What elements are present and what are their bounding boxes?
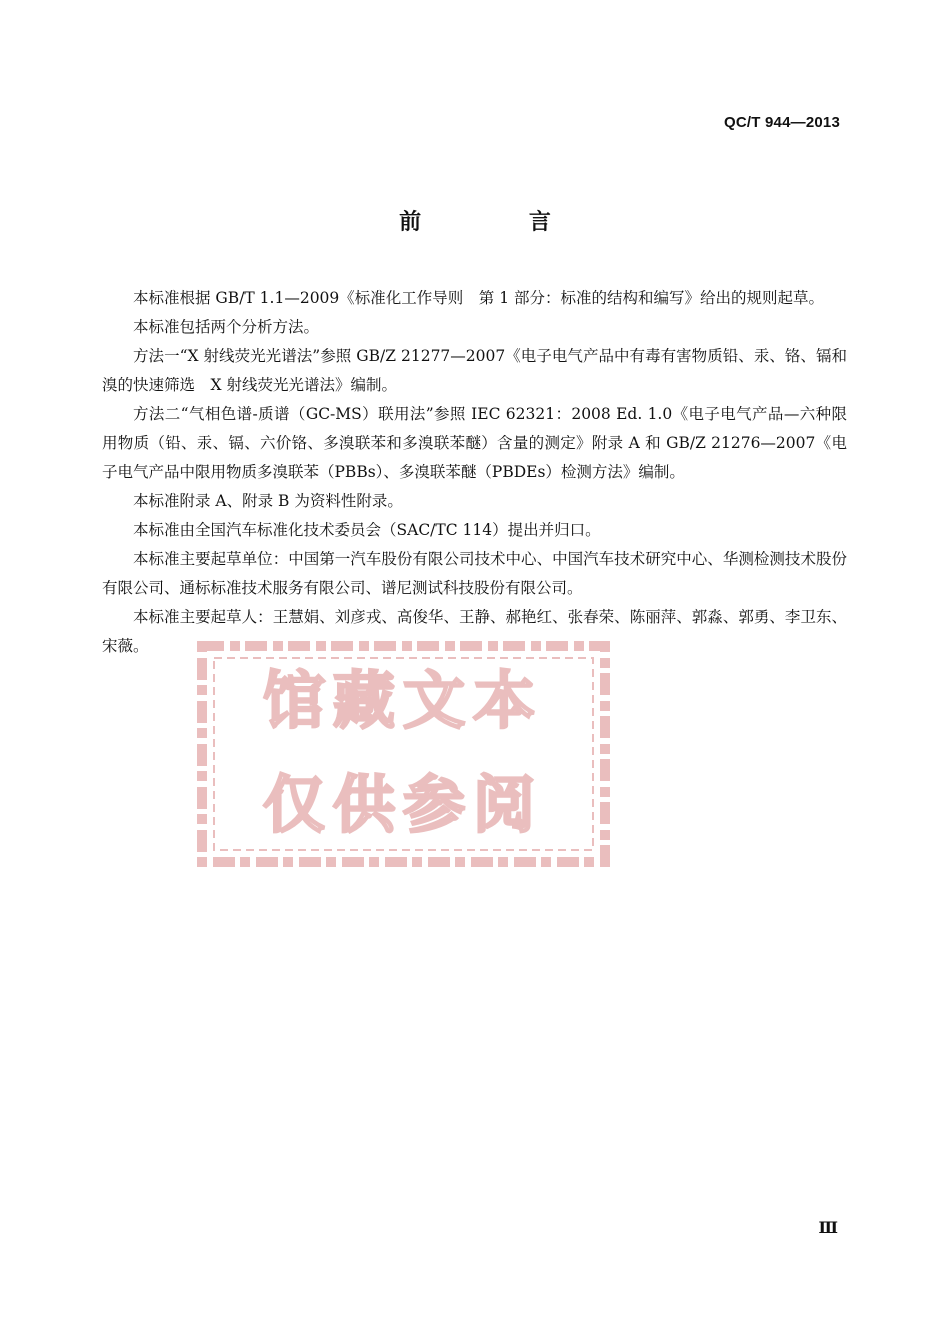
paragraph-drafting-units: 本标准主要起草单位：中国第一汽车股份有限公司技术中心、中国汽车技术研究中心、华测检测技术股份有限公司、通标标准技术服务有限公司、谱尼测试科技股份有限公司。 <box>102 550 847 597</box>
watermark-line-2: 仅供参阅 <box>262 768 544 841</box>
page-number: Ⅲ <box>818 1218 838 1237</box>
paragraph-methods-intro: 本标准包括两个分析方法。 <box>133 318 320 336</box>
paragraph-proposer: 本标准由全国汽车标准化技术委员会（SAC/TC 114）提出并归口。 <box>133 521 601 539</box>
archive-watermark-stamp <box>196 640 611 868</box>
page-title: 前 言 <box>399 210 601 235</box>
standard-code: QC/T 944—2013 <box>724 114 840 131</box>
watermark-line-1: 馆藏文本 <box>262 664 544 737</box>
paragraph-drafting-rules: 本标准根据 GB/T 1.1—2009《标准化工作导则 第 1 部分：标准的结构和编写》给出的规则起草。 <box>133 289 825 307</box>
paragraph-appendices: 本标准附录 A、附录 B 为资料性附录。 <box>133 492 403 510</box>
foreword-body <box>102 284 847 661</box>
paragraph-method-one: 方法一“X 射线荧光光谱法”参照 GB/Z 21277—2007《电子电气产品中有毒有害物质铅、汞、铬、镉和溴的快速筛选 X 射线荧光光谱法》编制。 <box>102 347 847 394</box>
paragraph-drafters: 本标准主要起草人：王慧娟、刘彦戎、高俊华、王静、郝艳红、张春荣、陈丽萍、郭淼、郭勇、李卫东、宋薇。 <box>102 608 847 655</box>
paragraph-method-two: 方法二“气相色谱-质谱（GC-MS）联用法”参照 IEC 62321：2008 Ed. 1.0《电子电气产品—六种限用物质（铅、汞、镉、六价铬、多溴联苯和多溴联苯醚）含量的测定》附录 A 和 GB/Z 21276—2007《电子电气产品中限用物质多溴联苯（PBBs）、多溴联苯醚（PBDEs）检测方法》编制。 <box>102 405 847 481</box>
